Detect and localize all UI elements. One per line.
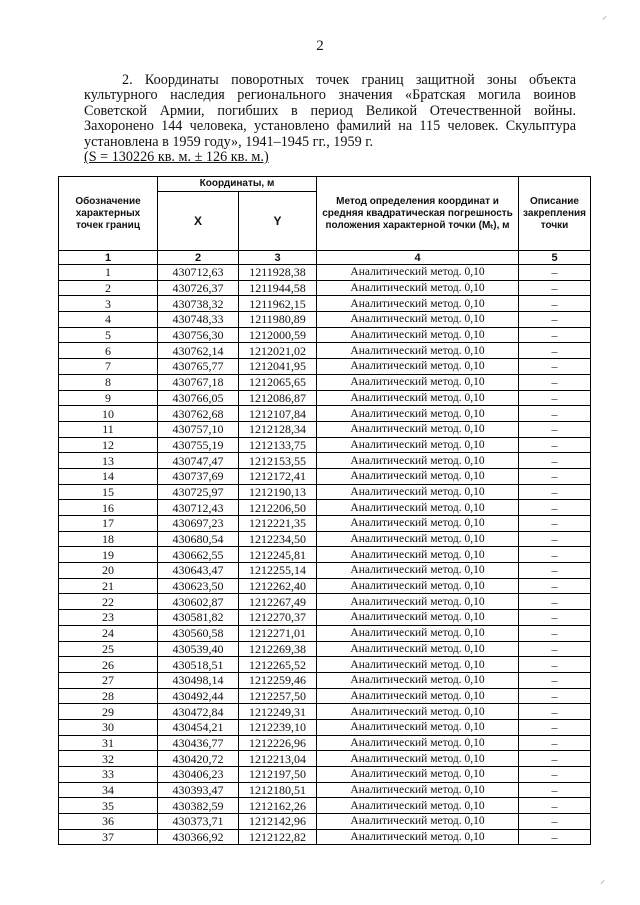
method-cell: Аналитический метод. 0,10 — [317, 594, 519, 610]
coord-y: 1211980,89 — [239, 312, 317, 328]
table-row — [59, 453, 591, 469]
table-row — [59, 563, 591, 579]
method-cell: Аналитический метод. 0,10 — [317, 312, 519, 328]
coord-x: 430602,87 — [158, 594, 239, 610]
method-cell: Аналитический метод. 0,10 — [317, 767, 519, 783]
coord-y: 1211944,58 — [239, 280, 317, 296]
method-cell: Аналитический метод. 0,10 — [317, 547, 519, 563]
coord-y: 1212257,50 — [239, 688, 317, 704]
table-row — [59, 547, 591, 563]
coord-x: 430712,43 — [158, 500, 239, 516]
method-cell: Аналитический метод. 0,10 — [317, 735, 519, 751]
method-cell: Аналитический метод. 0,10 — [317, 563, 519, 579]
col-number-4: 4 — [317, 251, 519, 265]
description-cell: – — [519, 735, 591, 751]
method-cell: Аналитический метод. 0,10 — [317, 657, 519, 673]
description-cell: – — [519, 374, 591, 390]
point-number: 30 — [59, 719, 158, 735]
coord-x: 430755,19 — [158, 437, 239, 453]
coord-y: 1212267,49 — [239, 594, 317, 610]
method-cell: Аналитический метод. 0,10 — [317, 688, 519, 704]
coord-x: 430406,23 — [158, 767, 239, 783]
coord-y: 1212265,52 — [239, 657, 317, 673]
coord-y: 1212142,96 — [239, 814, 317, 830]
coord-y: 1212206,50 — [239, 500, 317, 516]
coord-x: 430643,47 — [158, 563, 239, 579]
coord-x: 430518,51 — [158, 657, 239, 673]
coord-x: 430436,77 — [158, 735, 239, 751]
coord-y: 1212221,35 — [239, 516, 317, 532]
coord-y: 1212269,38 — [239, 641, 317, 657]
method-cell: Аналитический метод. 0,10 — [317, 359, 519, 375]
description-cell: – — [519, 610, 591, 626]
coord-x: 430454,21 — [158, 719, 239, 735]
point-number: 5 — [59, 327, 158, 343]
coord-x: 430498,14 — [158, 672, 239, 688]
point-number: 33 — [59, 767, 158, 783]
point-number: 7 — [59, 359, 158, 375]
coord-y: 1211928,38 — [239, 265, 317, 281]
table-row — [59, 672, 591, 688]
intro-paragraph — [84, 73, 576, 165]
coord-x: 430697,23 — [158, 516, 239, 532]
coord-x: 430560,58 — [158, 625, 239, 641]
point-number: 13 — [59, 453, 158, 469]
coord-x: 430738,32 — [158, 296, 239, 312]
table-row — [59, 814, 591, 830]
description-cell: – — [519, 359, 591, 375]
coord-y: 1212262,40 — [239, 578, 317, 594]
description-cell: – — [519, 327, 591, 343]
table-body — [59, 265, 591, 845]
point-number: 32 — [59, 751, 158, 767]
coord-y: 1212107,84 — [239, 406, 317, 422]
description-cell: – — [519, 484, 591, 500]
coord-x: 430767,18 — [158, 374, 239, 390]
method-cell: Аналитический метод. 0,10 — [317, 531, 519, 547]
description-cell: – — [519, 782, 591, 798]
coord-y: 1212122,82 — [239, 829, 317, 845]
method-cell: Аналитический метод. 0,10 — [317, 484, 519, 500]
coord-x: 430366,92 — [158, 829, 239, 845]
method-cell: Аналитический метод. 0,10 — [317, 406, 519, 422]
table-row — [59, 688, 591, 704]
coord-y: 1212255,14 — [239, 563, 317, 579]
table-row — [59, 296, 591, 312]
method-cell: Аналитический метод. 0,10 — [317, 453, 519, 469]
point-number: 35 — [59, 798, 158, 814]
description-cell: – — [519, 343, 591, 359]
description-cell: – — [519, 814, 591, 830]
point-number: 1 — [59, 265, 158, 281]
description-cell: – — [519, 563, 591, 579]
method-cell: Аналитический метод. 0,10 — [317, 437, 519, 453]
description-cell: – — [519, 453, 591, 469]
table-row — [59, 500, 591, 516]
description-cell: – — [519, 767, 591, 783]
description-cell: – — [519, 468, 591, 484]
point-number: 29 — [59, 704, 158, 720]
header-coords: Координаты, м — [158, 177, 317, 192]
description-cell: – — [519, 672, 591, 688]
coord-x: 430762,14 — [158, 343, 239, 359]
description-cell: – — [519, 594, 591, 610]
table-row — [59, 719, 591, 735]
point-number: 37 — [59, 829, 158, 845]
coord-x: 430765,77 — [158, 359, 239, 375]
coord-y: 1212041,95 — [239, 359, 317, 375]
point-number: 21 — [59, 578, 158, 594]
table-row — [59, 798, 591, 814]
table-row — [59, 610, 591, 626]
description-cell: – — [519, 704, 591, 720]
point-number: 2 — [59, 280, 158, 296]
col-number-1: 1 — [59, 251, 158, 265]
coord-x: 430726,37 — [158, 280, 239, 296]
coord-x: 430712,63 — [158, 265, 239, 281]
table-row — [59, 531, 591, 547]
table-row — [59, 343, 591, 359]
method-cell: Аналитический метод. 0,10 — [317, 782, 519, 798]
point-number: 15 — [59, 484, 158, 500]
point-number: 10 — [59, 406, 158, 422]
table-row — [59, 312, 591, 328]
table-row — [59, 594, 591, 610]
table-row — [59, 359, 591, 375]
scan-mark-icon: ⸝ — [600, 875, 605, 886]
coord-x: 430756,30 — [158, 327, 239, 343]
coord-y: 1212162,26 — [239, 798, 317, 814]
coord-y: 1212086,87 — [239, 390, 317, 406]
header-method: Метод определения координат и средняя квадратическая погрешность положения характерной точки (Mₜ), м — [317, 177, 519, 251]
coord-y: 1212249,31 — [239, 704, 317, 720]
point-number: 18 — [59, 531, 158, 547]
point-number: 34 — [59, 782, 158, 798]
table-row — [59, 327, 591, 343]
point-number: 6 — [59, 343, 158, 359]
description-cell: – — [519, 406, 591, 422]
table-row — [59, 265, 591, 281]
coord-y: 1211962,15 — [239, 296, 317, 312]
coordinates-table — [58, 176, 591, 845]
coord-y: 1212234,50 — [239, 531, 317, 547]
description-cell: – — [519, 688, 591, 704]
point-number: 4 — [59, 312, 158, 328]
method-cell: Аналитический метод. 0,10 — [317, 704, 519, 720]
description-cell: – — [519, 531, 591, 547]
table-row — [59, 767, 591, 783]
coord-x: 430725,97 — [158, 484, 239, 500]
table-row — [59, 437, 591, 453]
table-row — [59, 782, 591, 798]
description-cell: – — [519, 516, 591, 532]
coord-y: 1212190,13 — [239, 484, 317, 500]
coord-y: 1212000,59 — [239, 327, 317, 343]
method-cell: Аналитический метод. 0,10 — [317, 625, 519, 641]
header-designation: Обозначение характерных точек границ — [59, 177, 158, 251]
coord-x: 430382,59 — [158, 798, 239, 814]
coord-x: 430748,33 — [158, 312, 239, 328]
coord-y: 1212245,81 — [239, 547, 317, 563]
method-cell: Аналитический метод. 0,10 — [317, 468, 519, 484]
description-cell: – — [519, 312, 591, 328]
method-cell: Аналитический метод. 0,10 — [317, 814, 519, 830]
table-row — [59, 641, 591, 657]
table-row — [59, 406, 591, 422]
coord-x: 430623,50 — [158, 578, 239, 594]
description-cell: – — [519, 719, 591, 735]
coord-y: 1212270,37 — [239, 610, 317, 626]
coord-x: 430393,47 — [158, 782, 239, 798]
method-cell: Аналитический метод. 0,10 — [317, 327, 519, 343]
table-row — [59, 280, 591, 296]
description-cell: – — [519, 829, 591, 845]
table-row — [59, 657, 591, 673]
description-cell: – — [519, 390, 591, 406]
method-cell: Аналитический метод. 0,10 — [317, 265, 519, 281]
method-cell: Аналитический метод. 0,10 — [317, 672, 519, 688]
coord-x: 430766,05 — [158, 390, 239, 406]
point-number: 36 — [59, 814, 158, 830]
point-number: 11 — [59, 421, 158, 437]
method-cell: Аналитический метод. 0,10 — [317, 719, 519, 735]
table-row — [59, 704, 591, 720]
method-cell: Аналитический метод. 0,10 — [317, 798, 519, 814]
coord-x: 430680,54 — [158, 531, 239, 547]
method-cell: Аналитический метод. 0,10 — [317, 516, 519, 532]
table-row — [59, 484, 591, 500]
point-number: 19 — [59, 547, 158, 563]
method-cell: Аналитический метод. 0,10 — [317, 374, 519, 390]
description-cell: – — [519, 751, 591, 767]
coord-y: 1212213,04 — [239, 751, 317, 767]
description-cell: – — [519, 280, 591, 296]
point-number: 8 — [59, 374, 158, 390]
area-text: (S = 130226 кв. м. ± 126 кв. м.) — [84, 149, 269, 166]
point-number: 25 — [59, 641, 158, 657]
coord-y: 1212172,41 — [239, 468, 317, 484]
table-row — [59, 516, 591, 532]
point-number: 17 — [59, 516, 158, 532]
point-number: 14 — [59, 468, 158, 484]
col-number-2: 2 — [158, 251, 239, 265]
coord-x: 430762,68 — [158, 406, 239, 422]
point-number: 22 — [59, 594, 158, 610]
description-cell: – — [519, 625, 591, 641]
coord-x: 430492,44 — [158, 688, 239, 704]
description-cell: – — [519, 641, 591, 657]
coord-x: 430747,47 — [158, 453, 239, 469]
coord-y: 1212271,01 — [239, 625, 317, 641]
point-number: 9 — [59, 390, 158, 406]
intro-text: 2. Координаты поворотных точек границ защитной зоны объекта культурного наследия регионального значения «Братская могила воинов Советской Армии, погибших в период Великой Отечественной войны. Захоронено 144 человека, установлено фамилий на 115 человек. Скульптура установлена в 1959 году», 1941–1945 гг., 1959 г. — [84, 72, 576, 150]
col-number-5: 5 — [519, 251, 591, 265]
method-cell: Аналитический метод. 0,10 — [317, 343, 519, 359]
coord-y: 1212128,34 — [239, 421, 317, 437]
coord-y: 1212021,02 — [239, 343, 317, 359]
header-description: Описание закрепления точки — [519, 177, 591, 251]
coord-x: 430757,10 — [158, 421, 239, 437]
table-row — [59, 468, 591, 484]
coord-y: 1212259,46 — [239, 672, 317, 688]
method-cell: Аналитический метод. 0,10 — [317, 280, 519, 296]
point-number: 3 — [59, 296, 158, 312]
description-cell: – — [519, 578, 591, 594]
coord-x: 430472,84 — [158, 704, 239, 720]
table-row — [59, 751, 591, 767]
coord-y: 1212197,50 — [239, 767, 317, 783]
page-number: 2 — [316, 38, 324, 54]
header-x: X — [158, 192, 239, 251]
method-cell: Аналитический метод. 0,10 — [317, 829, 519, 845]
table-row — [59, 735, 591, 751]
description-cell: – — [519, 657, 591, 673]
description-cell: – — [519, 265, 591, 281]
coord-x: 430373,71 — [158, 814, 239, 830]
method-cell: Аналитический метод. 0,10 — [317, 751, 519, 767]
point-number: 16 — [59, 500, 158, 516]
table-row — [59, 829, 591, 845]
point-number: 26 — [59, 657, 158, 673]
description-cell: – — [519, 798, 591, 814]
table-row — [59, 578, 591, 594]
coord-y: 1212133,75 — [239, 437, 317, 453]
header-y: Y — [239, 192, 317, 251]
point-number: 24 — [59, 625, 158, 641]
method-cell: Аналитический метод. 0,10 — [317, 610, 519, 626]
description-cell: – — [519, 296, 591, 312]
point-number: 27 — [59, 672, 158, 688]
coord-x: 430581,82 — [158, 610, 239, 626]
col-number-3: 3 — [239, 251, 317, 265]
point-number: 20 — [59, 563, 158, 579]
point-number: 31 — [59, 735, 158, 751]
point-number: 12 — [59, 437, 158, 453]
point-number: 23 — [59, 610, 158, 626]
coord-x: 430420,72 — [158, 751, 239, 767]
table-row — [59, 374, 591, 390]
coord-x: 430662,55 — [158, 547, 239, 563]
table-row — [59, 625, 591, 641]
method-cell: Аналитический метод. 0,10 — [317, 390, 519, 406]
scan-mark-icon: ⸝ — [602, 11, 607, 22]
method-cell: Аналитический метод. 0,10 — [317, 296, 519, 312]
description-cell: – — [519, 500, 591, 516]
coord-x: 430737,69 — [158, 468, 239, 484]
method-cell: Аналитический метод. 0,10 — [317, 641, 519, 657]
coord-y: 1212226,96 — [239, 735, 317, 751]
table-row — [59, 421, 591, 437]
method-cell: Аналитический метод. 0,10 — [317, 421, 519, 437]
coord-x: 430539,40 — [158, 641, 239, 657]
method-cell: Аналитический метод. 0,10 — [317, 578, 519, 594]
description-cell: – — [519, 437, 591, 453]
coord-y: 1212065,65 — [239, 374, 317, 390]
table-row — [59, 390, 591, 406]
method-cell: Аналитический метод. 0,10 — [317, 500, 519, 516]
coord-y: 1212239,10 — [239, 719, 317, 735]
coord-y: 1212180,51 — [239, 782, 317, 798]
description-cell: – — [519, 547, 591, 563]
point-number: 28 — [59, 688, 158, 704]
coord-y: 1212153,55 — [239, 453, 317, 469]
description-cell: – — [519, 421, 591, 437]
